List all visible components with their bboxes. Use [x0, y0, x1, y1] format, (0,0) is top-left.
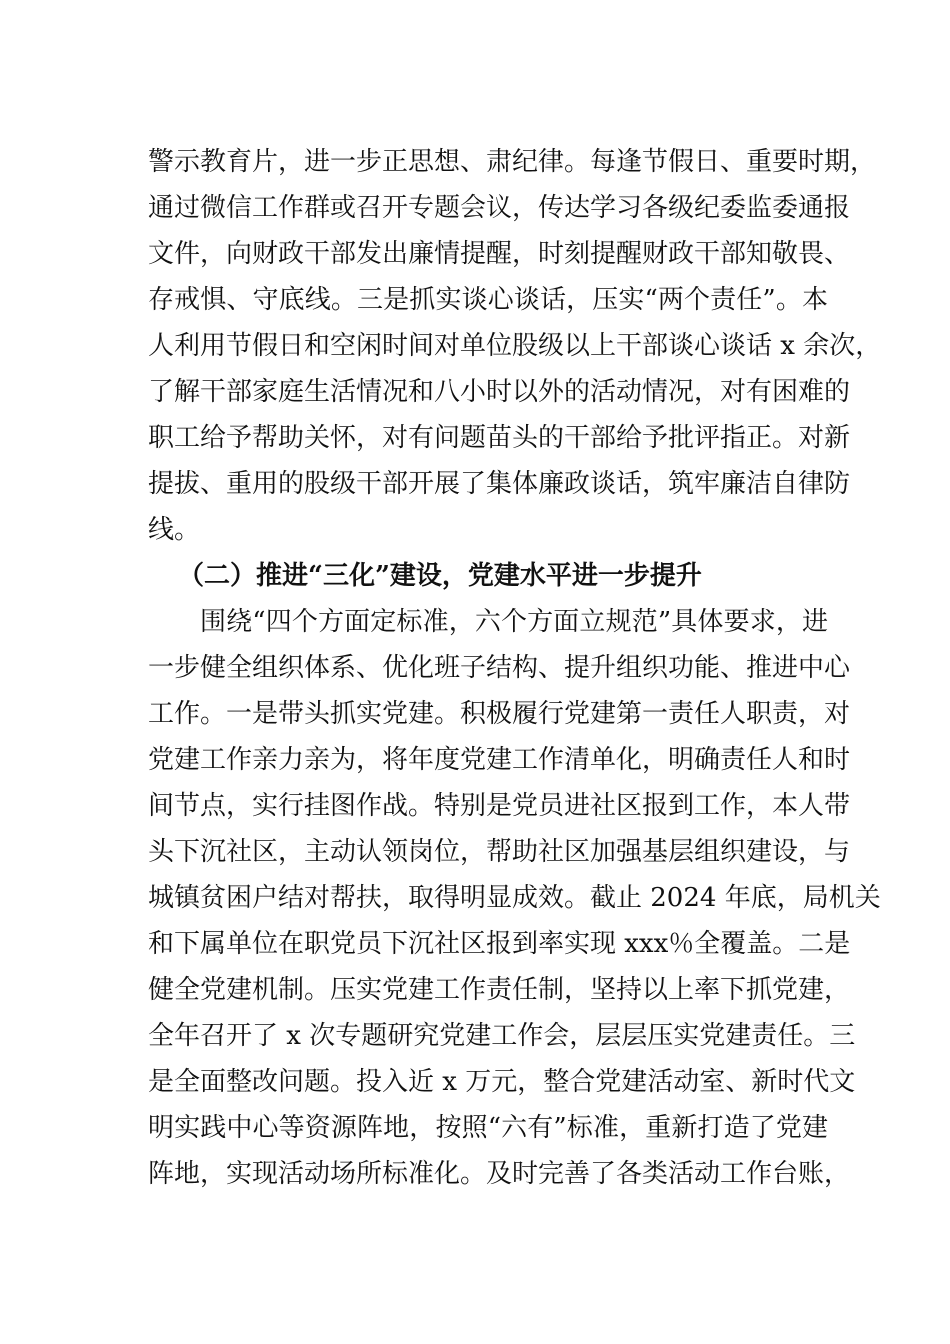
- paragraph-line: 围绕“四个方面定标准，六个方面立规范”具体要求，进: [200, 607, 828, 637]
- paragraph-line: 工作。一是带头抓实党建。积极履行党建第一责任人职责，对: [148, 699, 851, 729]
- paragraph-line: 和下属单位在职党员下沉社区报到率实现 xxx％全覆盖。二是: [148, 929, 851, 959]
- paragraph-line: 一步健全组织体系、优化班子结构、提升组织功能、推进中心: [148, 653, 851, 683]
- paragraph-line: 党建工作亲力亲为，将年度党建工作清单化，明确责任人和时: [148, 745, 851, 775]
- paragraph-line: 明实践中心等资源阵地，按照“六有”标准，重新打造了党建: [148, 1113, 828, 1143]
- paragraph-line: 了解干部家庭生活情况和八小时以外的活动情况，对有困难的: [148, 377, 851, 407]
- paragraph-line: 文件，向财政干部发出廉情提醒，时刻提醒财政干部知敬畏、: [148, 239, 851, 269]
- paragraph-line: 提拔、重用的股级干部开展了集体廉政谈话，筑牢廉洁自律防: [148, 469, 851, 499]
- paragraph-line: 存戒惧、守底线。三是抓实谈心谈话，压实“两个责任”。本: [148, 285, 828, 315]
- paragraph-line: 通过微信工作群或召开专题会议，传达学习各级纪委监委通报: [148, 193, 851, 223]
- paragraph-line: 职工给予帮助关怀，对有问题苗头的干部给予批评指正。对新: [148, 423, 851, 453]
- paragraph-line: 城镇贫困户结对帮扶，取得明显成效。截止 2024 年底，局机关: [148, 883, 881, 913]
- paragraph-line: 警示教育片，进一步正思想、肃纪律。每逢节假日、重要时期，: [148, 147, 877, 177]
- paragraph-line: 阵地，实现活动场所标准化。及时完善了各类活动工作台账，: [148, 1159, 851, 1189]
- paragraph-line: 间节点，实行挂图作战。特别是党员进社区报到工作，本人带: [148, 791, 851, 821]
- paragraph-line: 健全党建机制。压实党建工作责任制，坚持以上率下抓党建，: [148, 975, 851, 1005]
- section-heading: （二）推进“三化”建设，党建水平进一步提升: [178, 561, 702, 591]
- paragraph-line: 人利用节假日和空闲时间对单位股级以上干部谈心谈话 x 余次，: [148, 331, 882, 361]
- paragraph-line: 全年召开了 x 次专题研究党建工作会，层层压实党建责任。三: [148, 1021, 856, 1051]
- paragraph-line: 头下沉社区，主动认领岗位，帮助社区加强基层组织建设，与: [148, 837, 851, 867]
- paragraph-line: 线。: [148, 515, 201, 545]
- paragraph-line: 是全面整改问题。投入近 x 万元，整合党建活动室、新时代文: [148, 1067, 856, 1097]
